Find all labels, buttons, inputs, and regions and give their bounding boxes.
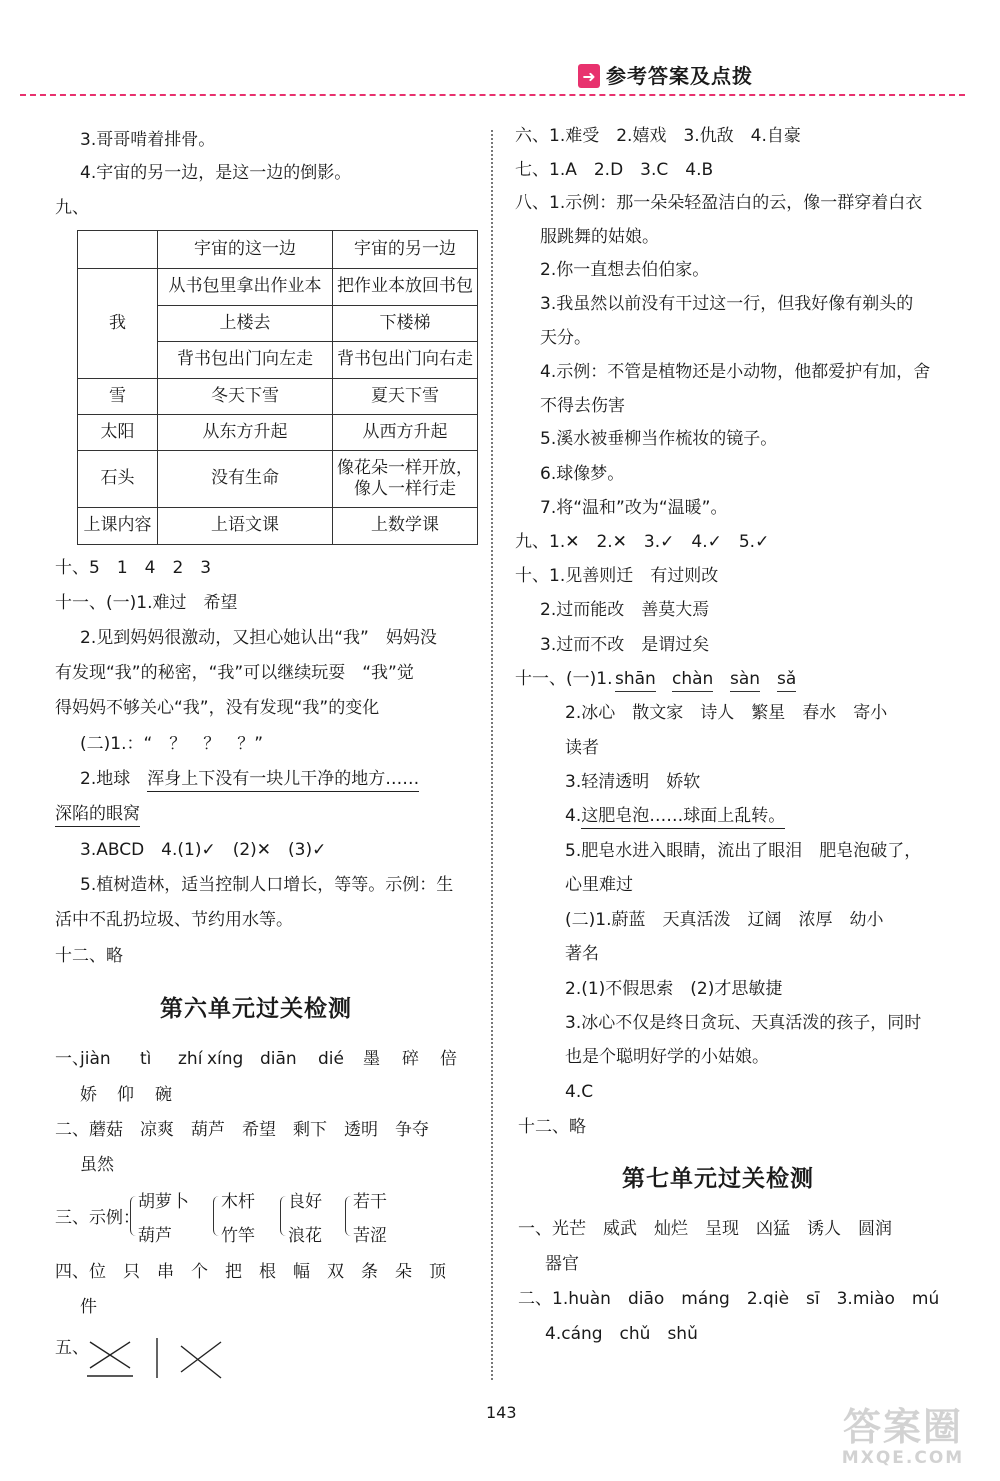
pinyin-word: dié bbox=[318, 1049, 344, 1069]
table-cell: 从西方升起 bbox=[333, 415, 478, 451]
watermark-url: MXQE.COM bbox=[841, 1448, 965, 1468]
answer-line: 4.cáng chǔ shǔ bbox=[545, 1324, 698, 1344]
table-row bbox=[78, 508, 478, 545]
answer-line: 2.过而能改 善莫大焉 bbox=[540, 600, 710, 620]
table-cell: 我 bbox=[78, 269, 158, 379]
table-cell: 背书包出门向左走 bbox=[158, 342, 333, 379]
table-cell: 石头 bbox=[78, 451, 158, 508]
answer-line: 十、5 1 4 2 3 bbox=[55, 558, 212, 578]
answer-line: 2.冰心 散文家 诗人 繁星 春水 寄小 bbox=[565, 703, 888, 723]
answer-line: 3.轻清透明 娇软 bbox=[565, 772, 701, 792]
answer-line: 有发现“我”的秘密，“我”可以继续玩耍 “我”觉 bbox=[55, 663, 414, 683]
header-divider bbox=[20, 94, 965, 96]
table-cell: 上楼去 bbox=[158, 306, 333, 342]
answer-line: 虽然 bbox=[80, 1155, 114, 1175]
answer-line: 5.溪水被垂柳当作梳妆的镜子。 bbox=[540, 429, 778, 449]
pinyin-word: tì bbox=[140, 1049, 152, 1069]
answer-line: 2.见到妈妈很激动，又担心她认出“我” 妈妈没 bbox=[80, 628, 437, 648]
answer-line: 器官 bbox=[545, 1254, 579, 1274]
section-heading: 第七单元过关检测 bbox=[622, 1166, 814, 1192]
answer-line: 九、1.✕ 2.✕ 3.✓ 4.✓ 5.✓ bbox=[515, 532, 770, 552]
answer-line: 2.(1)不假思索 (2)才思敏捷 bbox=[565, 979, 783, 999]
page-number: 143 bbox=[486, 1403, 517, 1422]
pinyin-word: shān bbox=[615, 671, 656, 692]
underlined-text: 这肥皂泡……球面上乱转。 bbox=[581, 806, 785, 829]
watermark-logo bbox=[828, 1405, 978, 1467]
answer-line: 活中不乱扔垃圾、节约用水等。 bbox=[55, 910, 293, 930]
answer-line: 3.ABCD 4.(1)✓ (2)✕ (3)✓ bbox=[80, 840, 327, 860]
table-cell: 夏天下雪 bbox=[333, 379, 478, 415]
answer-line: 也是个聪明好学的小姑娘。 bbox=[565, 1047, 769, 1067]
answer-line: 得妈妈不够关心“我”，没有发现“我”的变化 bbox=[55, 698, 380, 718]
answer-char: 碎 bbox=[402, 1049, 419, 1069]
answer-line: 十一、(一)1. bbox=[515, 669, 613, 689]
cell-line: 像人一样行走 bbox=[354, 479, 456, 499]
pinyin-word: xíng bbox=[207, 1049, 244, 1069]
underlined-text: 深陷的眼窝 bbox=[55, 804, 140, 827]
answer-line: 读者 bbox=[565, 738, 599, 758]
answer-text: 一、 bbox=[55, 1049, 89, 1069]
table-cell: 把作业本放回书包 bbox=[333, 269, 478, 306]
table-cell: 从东方升起 bbox=[158, 415, 333, 451]
answer-line: 十二、略 bbox=[518, 1117, 586, 1137]
answer-line: 5.植树造林，适当控制人口增长，等等。示例：生 bbox=[80, 875, 454, 895]
table-row bbox=[78, 379, 478, 415]
answer-line: 4.示例：不管是植物还是小动物，他都爱护有加，舍 bbox=[540, 362, 931, 382]
pinyin-word: sàn bbox=[730, 671, 760, 692]
word-pair-item: 木杆 bbox=[221, 1192, 255, 1212]
answer-char: 墨 bbox=[363, 1049, 380, 1069]
answer-line: 四、位 只 串 个 把 根 幅 双 条 朵 顶 bbox=[55, 1262, 446, 1282]
answer-line bbox=[80, 771, 419, 788]
table-cell: 下楼梯 bbox=[333, 306, 478, 342]
word-pair-item: 胡萝卜 bbox=[138, 1192, 189, 1212]
answer-char: 仰 bbox=[117, 1085, 134, 1105]
answer-line: 不得去伤害 bbox=[540, 396, 625, 416]
answer-line: 3.哥哥啃着排骨。 bbox=[80, 130, 216, 150]
underlined-text: 浑身上下没有一块儿干净的地方…… bbox=[147, 769, 419, 792]
answer-line: (二)1.蔚蓝 天真活泼 辽阔 浓厚 幼小 bbox=[565, 910, 884, 930]
header-title: 参考答案及点拨 bbox=[606, 64, 753, 88]
answer-line bbox=[55, 806, 140, 823]
answer-line: 十二、略 bbox=[55, 946, 123, 966]
pinyin-word: zhí bbox=[178, 1049, 203, 1069]
match-line bbox=[181, 1342, 221, 1372]
word-pair-item: 良好 bbox=[288, 1192, 322, 1212]
table-cell: 上数学课 bbox=[333, 508, 478, 545]
cell-line: 像花朵一样开放， bbox=[337, 457, 473, 478]
answer-line: 6.球像梦。 bbox=[540, 464, 625, 484]
answer-line: 5.肥皂水进入眼睛，流出了眼泪 肥皂泡破了， bbox=[565, 841, 922, 861]
word-pair-item: 苦涩 bbox=[353, 1226, 387, 1246]
answer-line: 五、 bbox=[55, 1338, 89, 1358]
answer-line: 六、1.难受 2.嬉戏 3.仇敌 4.自豪 bbox=[515, 126, 801, 146]
answer-line: (二)1.：“ ？ ？ ？” bbox=[80, 734, 264, 754]
answer-line: 3.我虽然以前没有干过这一行，但我好像有剃头的 bbox=[540, 294, 914, 314]
match-line bbox=[181, 1346, 221, 1378]
answer-char: 倍 bbox=[440, 1049, 457, 1069]
table-cell bbox=[333, 451, 478, 508]
table-cell: 上语文课 bbox=[158, 508, 333, 545]
table-cell: 太阳 bbox=[78, 415, 158, 451]
answer-line: 3.过而不改 是谓过矣 bbox=[540, 635, 710, 655]
answer-line: 著名 bbox=[565, 944, 599, 964]
table-cell: 雪 bbox=[78, 379, 158, 415]
word-pair-item: 竹竿 bbox=[221, 1226, 255, 1246]
answer-line: 4.宇宙的另一边，是这一边的倒影。 bbox=[80, 163, 352, 183]
answer-line: 七、1.A 2.D 3.C 4.B bbox=[515, 160, 714, 180]
answer-line: 八、1.示例：那一朵朵轻盈洁白的云，像一群穿着白衣 bbox=[515, 193, 923, 213]
pinyin-word: jiàn bbox=[80, 1049, 111, 1069]
answer-line: 4.C bbox=[565, 1082, 594, 1102]
section-label: 九、 bbox=[55, 198, 89, 218]
answer-line: 2.你一直想去伯伯家。 bbox=[540, 260, 710, 280]
pinyin-word: diān bbox=[260, 1049, 297, 1069]
comparison-table bbox=[77, 230, 478, 545]
answer-line: 一、光芒 威武 灿烂 呈现 凶猛 诱人 圆润 bbox=[518, 1219, 892, 1239]
table-cell: 宇宙的这一边 bbox=[158, 231, 333, 269]
answer-line: 7.将“温和”改为“温暖”。 bbox=[540, 498, 728, 518]
word-pair-item: 浪花 bbox=[288, 1226, 322, 1246]
answer-line: 服跳舞的姑娘。 bbox=[540, 227, 659, 247]
word-pair-item: 若干 bbox=[353, 1192, 387, 1212]
table-row bbox=[78, 415, 478, 451]
table-row bbox=[78, 451, 478, 508]
answer-text: 4. bbox=[565, 806, 582, 826]
watermark-text: 答案圈 bbox=[842, 1405, 963, 1449]
table-row bbox=[78, 269, 478, 306]
answer-line: 二、蘑菇 凉爽 葫芦 希望 剩下 透明 争夺 bbox=[55, 1120, 429, 1140]
table-cell: 宇宙的另一边 bbox=[333, 231, 478, 269]
answer-line: 十一、(一)1.难过 希望 bbox=[55, 593, 238, 613]
table-cell: 背书包出门向右走 bbox=[333, 342, 478, 379]
pinyin-word: sǎ bbox=[777, 671, 796, 692]
answer-line: 天分。 bbox=[540, 328, 591, 348]
right-arrow-icon: ➜ bbox=[578, 64, 600, 88]
table-row bbox=[78, 231, 478, 269]
answer-line: 十、1.见善则迁 有过则改 bbox=[515, 566, 719, 586]
matching-lines-diagram bbox=[85, 1336, 235, 1380]
answer-char: 娇 bbox=[80, 1085, 97, 1105]
section-heading: 第六单元过关检测 bbox=[160, 996, 352, 1022]
answer-line bbox=[565, 808, 785, 825]
answer-line: 心里难过 bbox=[565, 875, 633, 895]
column-divider bbox=[491, 130, 493, 1380]
answer-line: 三、示例： bbox=[55, 1208, 140, 1228]
table-cell: 从书包里拿出作业本 bbox=[158, 269, 333, 306]
answer-line: 二、1.huàn diāo máng 2.qiè sī 3.miào mú bbox=[518, 1289, 940, 1309]
table-cell: 上课内容 bbox=[78, 508, 158, 545]
pinyin-word: chàn bbox=[672, 671, 713, 692]
answer-line: 件 bbox=[80, 1297, 97, 1317]
answer-line: 3.冰心不仅是终日贪玩、天真活泼的孩子，同时 bbox=[565, 1013, 922, 1033]
table-cell: 冬天下雪 bbox=[158, 379, 333, 415]
table-cell bbox=[78, 231, 158, 269]
table-cell: 没有生命 bbox=[158, 451, 333, 508]
answer-char: 碗 bbox=[155, 1085, 172, 1105]
word-pair-item: 葫芦 bbox=[138, 1226, 172, 1246]
answer-text: 2.地球 bbox=[80, 769, 148, 789]
